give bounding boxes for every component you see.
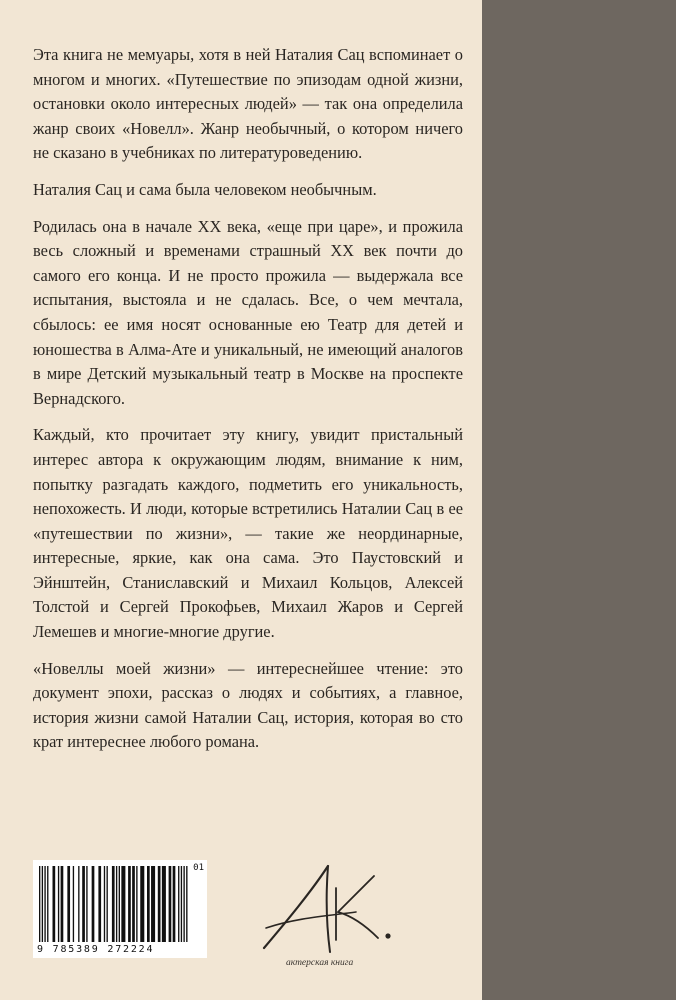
barcode-bar: [42, 866, 43, 942]
annotation-text: [33, 43, 463, 767]
paragraph-2: Наталия Сац и сама была человеком необычным.: [33, 179, 377, 199]
barcode-bars: [33, 860, 207, 944]
barcode-bar: [78, 866, 79, 942]
barcode-bar: [73, 866, 74, 942]
barcode-bar: [136, 866, 137, 942]
isbn-barcode: [33, 860, 207, 958]
barcode-bar: [119, 866, 120, 942]
barcode-bar: [98, 866, 101, 942]
side-band: [482, 0, 676, 1000]
barcode-bar: [169, 866, 172, 942]
barcode-bar: [173, 866, 176, 942]
barcode-bar: [47, 866, 48, 942]
barcode-bar: [151, 866, 155, 942]
barcode-bar: [121, 866, 125, 942]
publisher-logo: [256, 862, 406, 972]
paragraph-4: Каждый, кто прочитает эту книгу, увидит пристальный интерес автора к окружающим людям, внимание к ним, попытку разгадать каждого, подметить его уникальность, непохожесть. И люди, которые встретились Наталии Сац в ее «путешествии по жизни», — такие же неординарные, интересные, яркие, как она сама. Это Паустовский и Эйнштейн, Станиславский и Михаил Кольцов, Алексей Толстой и Сергей Прокофьев, Михаил Жаров и Сергей Лемешев и многие-многие другие.: [33, 425, 463, 642]
barcode-bar: [82, 866, 85, 942]
paragraph-5: «Новеллы моей жизни» — интереснейшее чтение: это документ эпохи, рассказ о людях и событиях, а главное, история жизни самой Наталии Сац, история, которая во сто крат интереснее любого романа.: [33, 658, 463, 752]
barcode-bar: [147, 866, 150, 942]
barcode-bar: [181, 866, 182, 942]
barcode-bar: [162, 866, 166, 942]
barcode-bar: [86, 866, 87, 942]
barcode-bar: [183, 866, 184, 942]
barcode-digits: 9 785389 272224: [37, 944, 155, 955]
barcode-bar: [128, 866, 131, 942]
barcode-suffix: 01: [193, 863, 204, 873]
paragraph-1: Эта книга не мемуары, хотя в ней Наталия Сац вспоминает о многом и многих. «Путешествие по эпизодам одной жизни, остановки около интересных людей» — так она определила жанр своих «Новелл». Жанр необычный, о котором ничего не сказано в учебниках по литературоведению.: [33, 45, 463, 163]
barcode-bar: [132, 866, 135, 942]
publisher-caption: актерская книга: [286, 958, 354, 968]
barcode-bar: [104, 866, 105, 942]
publisher-monogram-icon: [256, 862, 406, 958]
barcode-bar: [92, 866, 95, 942]
barcode-bar: [186, 866, 187, 942]
barcode-bar: [112, 866, 115, 942]
barcode-bar: [61, 866, 64, 942]
paragraph-3: Родилась она в начале XX века, «еще при царе», и прожила весь сложный и временами страшный XX век почти до самого его конца. И не просто прожила — выдержала все испытания, выстояла и не сдалась. Все, о чем мечтала, сбылось: ее имя носят основанные ею Театр для детей и юношества в Алма-Ате и уникальный, не имеющий аналогов в мире Детский музыкальный театр в Москве на проспекте Вернадского.: [33, 216, 463, 408]
barcode-bar: [140, 866, 144, 942]
barcode-bar: [58, 866, 59, 942]
barcode-bar: [67, 866, 70, 942]
barcode-bar: [44, 866, 45, 942]
barcode-bar: [53, 866, 56, 942]
barcode-bar: [158, 866, 161, 942]
barcode-bar: [39, 866, 40, 942]
barcode-bar: [116, 866, 117, 942]
barcode-bar: [178, 866, 179, 942]
barcode-bar: [107, 866, 108, 942]
